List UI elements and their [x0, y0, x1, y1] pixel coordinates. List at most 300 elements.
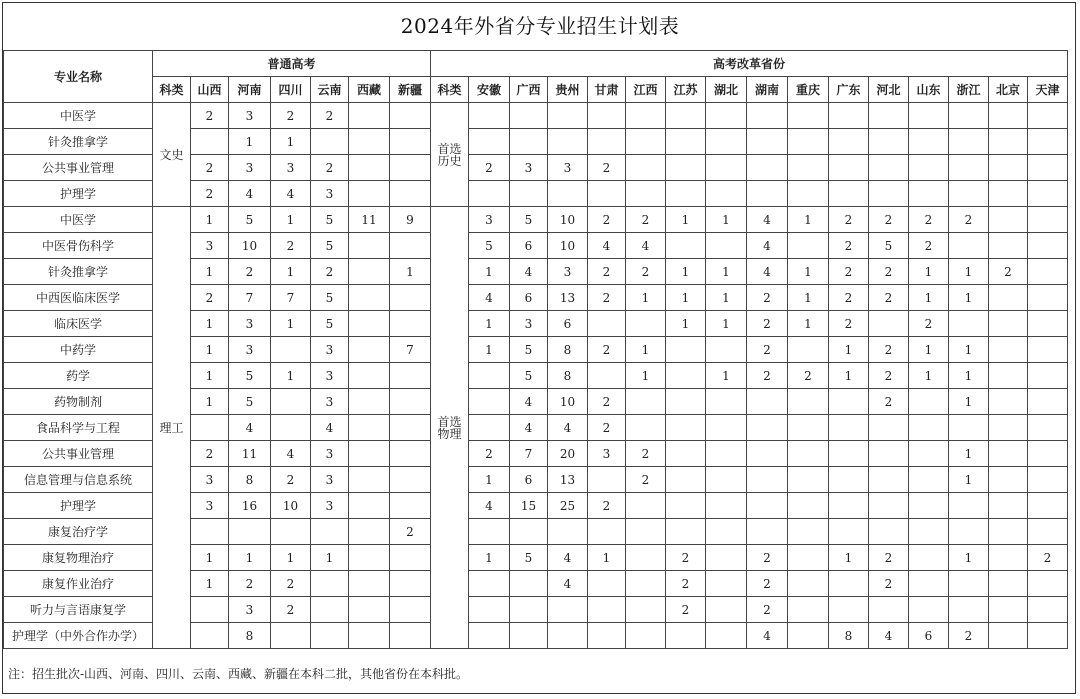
province-header: 四川: [271, 77, 311, 103]
province-header: 广西: [510, 77, 548, 103]
regular-exam-header: 普通高考: [153, 51, 431, 77]
quota-cell: [1028, 259, 1068, 285]
quota-cell: [829, 129, 869, 155]
quota-cell: [989, 129, 1028, 155]
quota-cell: [706, 597, 747, 623]
quota-cell: 2: [588, 493, 626, 519]
quota-cell: [989, 285, 1028, 311]
quota-cell: 5: [510, 363, 548, 389]
quota-cell: [229, 519, 271, 545]
quota-cell: [706, 571, 747, 597]
quota-cell: [349, 597, 390, 623]
quota-cell: [1028, 467, 1068, 493]
quota-cell: 1: [626, 285, 666, 311]
track-history-line: 首选: [437, 141, 462, 156]
quota-cell: [349, 129, 390, 155]
quota-cell: [909, 597, 949, 623]
quota-cell: 4: [588, 233, 626, 259]
quota-cell: [666, 129, 706, 155]
quota-cell: [626, 545, 666, 571]
quota-cell: 8: [548, 337, 588, 363]
quota-cell: 2: [666, 545, 706, 571]
track-science: 理工: [153, 207, 191, 649]
quota-cell: 5: [510, 207, 548, 233]
quota-cell: [909, 129, 949, 155]
quota-cell: 2: [869, 363, 909, 389]
quota-cell: 2: [1028, 545, 1068, 571]
quota-cell: [390, 545, 431, 571]
quota-cell: [706, 415, 747, 441]
quota-cell: 5: [869, 233, 909, 259]
quota-cell: [989, 519, 1028, 545]
quota-cell: [666, 493, 706, 519]
quota-cell: [989, 181, 1028, 207]
quota-cell: [349, 493, 390, 519]
quota-cell: [548, 129, 588, 155]
quota-cell: 2: [829, 233, 869, 259]
province-header: 天津: [1028, 77, 1068, 103]
quota-cell: 4: [747, 259, 788, 285]
major-name: 公共事业管理: [4, 155, 153, 181]
quota-cell: [588, 129, 626, 155]
quota-cell: 3: [588, 441, 626, 467]
quota-cell: [390, 155, 431, 181]
quota-cell: 2: [588, 389, 626, 415]
quota-cell: 1: [191, 259, 229, 285]
track-physics-line: 物理: [437, 426, 462, 441]
major-name: 护理学（中外合作办学）: [4, 623, 153, 649]
quota-cell: [909, 441, 949, 467]
quota-cell: 1: [706, 207, 747, 233]
quota-cell: [829, 181, 869, 207]
track-history-line: 历史: [437, 153, 462, 168]
quota-cell: 1: [666, 311, 706, 337]
quota-cell: 2: [271, 103, 311, 129]
quota-cell: [469, 415, 510, 441]
quota-cell: [949, 597, 989, 623]
quota-cell: 2: [588, 155, 626, 181]
province-header: 甘肃: [588, 77, 626, 103]
quota-cell: 1: [469, 337, 510, 363]
quota-cell: [510, 597, 548, 623]
quota-cell: 2: [271, 233, 311, 259]
quota-cell: [390, 363, 431, 389]
major-name: 康复作业治疗: [4, 571, 153, 597]
quota-cell: 1: [271, 311, 311, 337]
province-header: 浙江: [949, 77, 989, 103]
quota-cell: 1: [311, 545, 349, 571]
quota-cell: [390, 103, 431, 129]
quota-cell: [548, 597, 588, 623]
quota-cell: [666, 337, 706, 363]
quota-cell: [949, 415, 989, 441]
quota-cell: [949, 233, 989, 259]
quota-cell: 5: [311, 207, 349, 233]
quota-cell: [626, 311, 666, 337]
quota-cell: 3: [229, 311, 271, 337]
quota-cell: 2: [588, 415, 626, 441]
quota-cell: 16: [229, 493, 271, 519]
quota-cell: [706, 129, 747, 155]
quota-cell: [271, 337, 311, 363]
quota-cell: [829, 415, 869, 441]
track-arts: 文史: [153, 103, 191, 207]
quota-cell: [909, 389, 949, 415]
quota-cell: [989, 415, 1028, 441]
quota-cell: 10: [229, 233, 271, 259]
quota-cell: 2: [989, 259, 1028, 285]
major-name: 中医骨伤科学: [4, 233, 153, 259]
quota-cell: 3: [548, 259, 588, 285]
quota-cell: [989, 493, 1028, 519]
quota-cell: 5: [229, 389, 271, 415]
quota-cell: [1028, 233, 1068, 259]
major-name: 食品科学与工程: [4, 415, 153, 441]
quota-cell: [588, 467, 626, 493]
major-name-header: 专业名称: [4, 51, 153, 103]
quota-cell: 2: [191, 103, 229, 129]
quota-cell: [1028, 285, 1068, 311]
quota-cell: [311, 597, 349, 623]
quota-cell: [747, 493, 788, 519]
quota-cell: [666, 519, 706, 545]
quota-cell: [349, 389, 390, 415]
quota-cell: [349, 519, 390, 545]
quota-cell: 1: [666, 207, 706, 233]
quota-cell: [1028, 363, 1068, 389]
quota-cell: [829, 493, 869, 519]
quota-cell: [989, 311, 1028, 337]
quota-cell: [588, 597, 626, 623]
quota-cell: 10: [271, 493, 311, 519]
quota-cell: 5: [311, 311, 349, 337]
quota-cell: 2: [626, 259, 666, 285]
quota-cell: [989, 623, 1028, 649]
quota-cell: [909, 519, 949, 545]
quota-cell: [747, 389, 788, 415]
quota-cell: [271, 623, 311, 649]
province-header: 贵州: [548, 77, 588, 103]
quota-cell: 2: [666, 571, 706, 597]
quota-cell: [869, 415, 909, 441]
quota-cell: 13: [548, 285, 588, 311]
quota-cell: 2: [909, 207, 949, 233]
quota-cell: 6: [909, 623, 949, 649]
quota-cell: [949, 493, 989, 519]
quota-cell: [989, 233, 1028, 259]
quota-cell: [626, 493, 666, 519]
quota-cell: [788, 519, 829, 545]
quota-cell: [747, 441, 788, 467]
quota-cell: [747, 181, 788, 207]
quota-cell: [626, 181, 666, 207]
quota-cell: 1: [390, 259, 431, 285]
quota-cell: 1: [191, 545, 229, 571]
quota-cell: 4: [311, 415, 349, 441]
quota-cell: [311, 519, 349, 545]
quota-cell: [869, 519, 909, 545]
quota-cell: [349, 363, 390, 389]
quota-cell: [588, 519, 626, 545]
major-name: 公共事业管理: [4, 441, 153, 467]
quota-cell: [390, 467, 431, 493]
quota-cell: 4: [229, 181, 271, 207]
quota-cell: 1: [271, 207, 311, 233]
quota-cell: 1: [949, 545, 989, 571]
quota-cell: [989, 571, 1028, 597]
quota-cell: [469, 571, 510, 597]
quota-cell: 2: [666, 597, 706, 623]
quota-cell: 1: [909, 363, 949, 389]
quota-cell: [989, 103, 1028, 129]
quota-cell: 2: [271, 597, 311, 623]
major-name: 信息管理与信息系统: [4, 467, 153, 493]
province-header: 江苏: [666, 77, 706, 103]
quota-cell: [909, 493, 949, 519]
quota-cell: [869, 441, 909, 467]
quota-cell: [588, 363, 626, 389]
quota-cell: 2: [788, 363, 829, 389]
quota-cell: 1: [909, 337, 949, 363]
quota-cell: [989, 155, 1028, 181]
quota-cell: [1028, 155, 1068, 181]
quota-cell: [788, 493, 829, 519]
quota-cell: [626, 571, 666, 597]
quota-cell: 2: [229, 571, 271, 597]
quota-cell: [191, 519, 229, 545]
quota-cell: 3: [469, 207, 510, 233]
quota-cell: [949, 311, 989, 337]
quota-cell: [548, 519, 588, 545]
quota-cell: 2: [311, 155, 349, 181]
quota-cell: [706, 337, 747, 363]
major-name: 中药学: [4, 337, 153, 363]
quota-cell: [626, 129, 666, 155]
quota-cell: [349, 415, 390, 441]
quota-cell: [788, 441, 829, 467]
quota-cell: [548, 181, 588, 207]
quota-cell: 1: [788, 311, 829, 337]
quota-cell: 2: [829, 285, 869, 311]
quota-cell: 10: [548, 207, 588, 233]
quota-cell: [349, 155, 390, 181]
quota-cell: 3: [311, 441, 349, 467]
province-header: 西藏: [349, 77, 390, 103]
quota-cell: [1028, 415, 1068, 441]
quota-cell: [1028, 389, 1068, 415]
quota-cell: [747, 129, 788, 155]
quota-cell: [829, 441, 869, 467]
quota-cell: 4: [510, 415, 548, 441]
quota-cell: 8: [829, 623, 869, 649]
quota-cell: 1: [229, 129, 271, 155]
quota-cell: 4: [510, 389, 548, 415]
quota-cell: 3: [311, 389, 349, 415]
quota-cell: [909, 545, 949, 571]
quota-cell: [191, 597, 229, 623]
quota-cell: [626, 597, 666, 623]
quota-cell: [349, 233, 390, 259]
quota-cell: 2: [747, 311, 788, 337]
quota-cell: [788, 181, 829, 207]
quota-cell: 3: [311, 363, 349, 389]
quota-cell: 3: [191, 233, 229, 259]
quota-cell: 3: [229, 155, 271, 181]
quota-cell: 5: [311, 285, 349, 311]
quota-cell: [469, 129, 510, 155]
quota-cell: 1: [949, 285, 989, 311]
quota-cell: 2: [191, 441, 229, 467]
quota-cell: 4: [747, 623, 788, 649]
major-name: 中西医临床医学: [4, 285, 153, 311]
quota-cell: [706, 519, 747, 545]
quota-cell: [510, 103, 548, 129]
quota-cell: 1: [706, 285, 747, 311]
quota-cell: [588, 311, 626, 337]
quota-cell: 4: [271, 181, 311, 207]
quota-cell: [390, 415, 431, 441]
quota-cell: [349, 441, 390, 467]
track-physics: [431, 207, 469, 649]
quota-cell: [949, 103, 989, 129]
province-header: 北京: [989, 77, 1028, 103]
quota-cell: 1: [626, 363, 666, 389]
major-name: 药学: [4, 363, 153, 389]
quota-cell: 1: [949, 363, 989, 389]
major-name: 护理学: [4, 181, 153, 207]
quota-cell: [869, 155, 909, 181]
quota-cell: 2: [747, 597, 788, 623]
quota-cell: [1028, 441, 1068, 467]
quota-cell: [666, 415, 706, 441]
quota-cell: 2: [271, 467, 311, 493]
quota-cell: [949, 519, 989, 545]
quota-cell: [469, 389, 510, 415]
quota-cell: 1: [829, 363, 869, 389]
quota-cell: [510, 519, 548, 545]
quota-cell: [706, 545, 747, 571]
quota-cell: [626, 389, 666, 415]
quota-cell: 2: [588, 207, 626, 233]
quota-cell: 2: [626, 207, 666, 233]
quota-cell: [469, 363, 510, 389]
quota-cell: 1: [909, 259, 949, 285]
quota-cell: 1: [666, 259, 706, 285]
quota-cell: [706, 441, 747, 467]
quota-cell: [666, 103, 706, 129]
quota-cell: 11: [229, 441, 271, 467]
province-header: 云南: [311, 77, 349, 103]
quota-cell: 1: [469, 545, 510, 571]
quota-cell: [349, 181, 390, 207]
province-header: 山西: [191, 77, 229, 103]
quota-cell: 1: [788, 207, 829, 233]
quota-cell: [829, 467, 869, 493]
quota-cell: 8: [229, 623, 271, 649]
province-header: 湖南: [747, 77, 788, 103]
quota-cell: [469, 597, 510, 623]
quota-cell: [469, 519, 510, 545]
quota-cell: [666, 233, 706, 259]
quota-cell: [349, 285, 390, 311]
quota-cell: [1028, 311, 1068, 337]
quota-cell: [869, 467, 909, 493]
quota-cell: 2: [588, 259, 626, 285]
quota-cell: 13: [548, 467, 588, 493]
quota-cell: [666, 363, 706, 389]
quota-cell: 25: [548, 493, 588, 519]
quota-cell: 4: [229, 415, 271, 441]
track-history: [431, 103, 469, 207]
quota-cell: [390, 571, 431, 597]
quota-cell: [706, 467, 747, 493]
quota-cell: 2: [747, 337, 788, 363]
quota-cell: 1: [829, 337, 869, 363]
quota-cell: 1: [191, 571, 229, 597]
province-header: 山东: [909, 77, 949, 103]
quota-cell: [706, 233, 747, 259]
track-physics-line: 首选: [437, 414, 462, 429]
province-header-row: [4, 77, 1068, 103]
major-name: 康复治疗学: [4, 519, 153, 545]
quota-cell: 2: [909, 311, 949, 337]
quota-cell: [829, 519, 869, 545]
quota-cell: [1028, 623, 1068, 649]
quota-cell: 1: [271, 363, 311, 389]
quota-cell: [1028, 337, 1068, 363]
quota-cell: [788, 571, 829, 597]
quota-cell: [390, 389, 431, 415]
quota-cell: [588, 181, 626, 207]
quota-cell: [666, 389, 706, 415]
quota-cell: 4: [747, 207, 788, 233]
quota-cell: 2: [311, 103, 349, 129]
quota-cell: [666, 441, 706, 467]
quota-cell: 1: [666, 285, 706, 311]
quota-cell: 1: [191, 337, 229, 363]
quota-cell: [706, 389, 747, 415]
quota-cell: 1: [949, 467, 989, 493]
quota-cell: 2: [311, 259, 349, 285]
province-header: 新疆: [390, 77, 431, 103]
quota-cell: [909, 467, 949, 493]
quota-cell: [469, 103, 510, 129]
quota-cell: 2: [949, 207, 989, 233]
quota-cell: [390, 597, 431, 623]
quota-cell: [666, 155, 706, 181]
quota-cell: [788, 337, 829, 363]
quota-cell: 2: [626, 441, 666, 467]
quota-cell: [510, 181, 548, 207]
quota-cell: 2: [949, 623, 989, 649]
quota-cell: [666, 467, 706, 493]
quota-cell: 3: [229, 597, 271, 623]
quota-cell: [788, 623, 829, 649]
quota-cell: 2: [390, 519, 431, 545]
quota-cell: [788, 389, 829, 415]
quota-cell: [349, 623, 390, 649]
quota-cell: 1: [788, 285, 829, 311]
quota-cell: [1028, 571, 1068, 597]
quota-cell: [390, 623, 431, 649]
quota-cell: [626, 415, 666, 441]
quota-cell: 1: [229, 545, 271, 571]
quota-cell: [271, 415, 311, 441]
quota-cell: [909, 155, 949, 181]
quota-cell: 7: [271, 285, 311, 311]
quota-cell: [626, 103, 666, 129]
quota-cell: 3: [311, 181, 349, 207]
